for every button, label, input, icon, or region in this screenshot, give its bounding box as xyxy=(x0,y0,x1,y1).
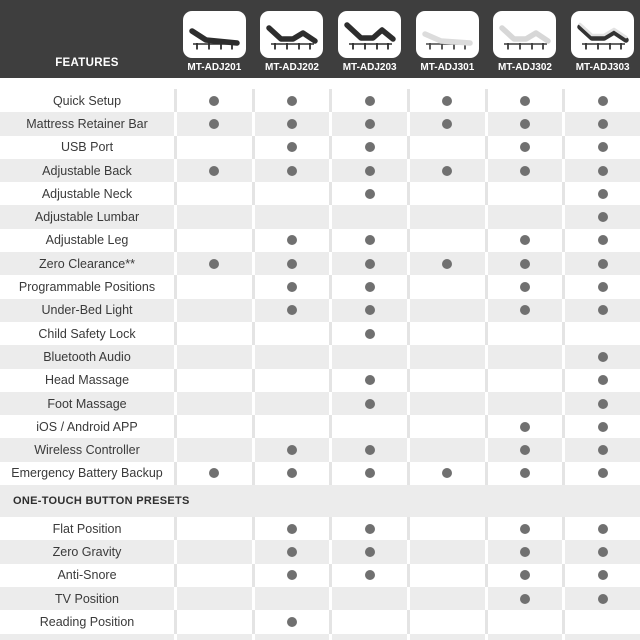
table-row xyxy=(0,564,640,587)
presets-section xyxy=(0,517,640,633)
feature-available-dot-icon xyxy=(598,594,608,604)
product-column-header-mt-adj301 xyxy=(410,11,485,78)
feature-available-dot-icon xyxy=(442,96,452,106)
features-section xyxy=(0,89,640,485)
availability-cell xyxy=(565,299,640,322)
bed-head-foot-up-steep-dark-icon xyxy=(343,18,397,52)
partial-row-cell xyxy=(488,634,563,640)
bed-head-up-dark-icon xyxy=(187,18,241,52)
product-model-label: MT-ADJ301 xyxy=(420,62,475,73)
availability-cell xyxy=(565,136,640,159)
table-row xyxy=(0,252,640,275)
feature-available-dot-icon xyxy=(365,375,375,385)
availability-cell xyxy=(332,517,407,540)
feature-label: Foot Massage xyxy=(0,392,174,415)
availability-cell xyxy=(177,112,252,135)
feature-available-dot-icon xyxy=(287,282,297,292)
availability-cell xyxy=(410,517,485,540)
product-image-card xyxy=(338,11,401,58)
feature-label: Bluetooth Audio xyxy=(0,345,174,368)
availability-cell xyxy=(565,462,640,485)
feature-available-dot-icon xyxy=(365,166,375,176)
feature-available-dot-icon xyxy=(287,259,297,269)
availability-cell xyxy=(177,587,252,610)
feature-available-dot-icon xyxy=(520,166,530,176)
availability-cell xyxy=(565,564,640,587)
availability-cell xyxy=(488,415,563,438)
availability-cell xyxy=(332,540,407,563)
availability-cell xyxy=(488,89,563,112)
table-row xyxy=(0,345,640,368)
availability-cell xyxy=(488,112,563,135)
product-column-header-mt-adj303 xyxy=(565,11,640,78)
partial-row-cell xyxy=(332,634,407,640)
feature-label: USB Port xyxy=(0,136,174,159)
feature-available-dot-icon xyxy=(520,594,530,604)
availability-cell xyxy=(410,587,485,610)
availability-cell xyxy=(255,89,330,112)
availability-cell xyxy=(332,275,407,298)
availability-cell xyxy=(177,369,252,392)
table-row xyxy=(0,462,640,485)
availability-cell xyxy=(410,112,485,135)
availability-cell xyxy=(177,610,252,633)
availability-cell xyxy=(177,438,252,461)
availability-cell xyxy=(255,517,330,540)
feature-available-dot-icon xyxy=(365,142,375,152)
availability-cell xyxy=(255,392,330,415)
feature-available-dot-icon xyxy=(598,305,608,315)
feature-available-dot-icon xyxy=(365,235,375,245)
bottom-partial-row xyxy=(0,634,640,640)
feature-available-dot-icon xyxy=(442,166,452,176)
availability-cell xyxy=(410,299,485,322)
feature-label: Wireless Controller xyxy=(0,438,174,461)
availability-cell xyxy=(410,345,485,368)
availability-cell xyxy=(488,182,563,205)
table-row xyxy=(0,610,640,633)
availability-cell xyxy=(565,205,640,228)
feature-available-dot-icon xyxy=(598,352,608,362)
availability-cell xyxy=(565,610,640,633)
feature-available-dot-icon xyxy=(209,166,219,176)
availability-cell xyxy=(177,275,252,298)
feature-label: iOS / Android APP xyxy=(0,415,174,438)
feature-available-dot-icon xyxy=(287,142,297,152)
product-column-header-mt-adj203 xyxy=(332,11,407,78)
availability-cell xyxy=(255,610,330,633)
feature-available-dot-icon xyxy=(598,212,608,222)
bed-head-up-light-icon xyxy=(420,18,474,52)
feature-label: Zero Clearance** xyxy=(0,252,174,275)
table-row xyxy=(0,299,640,322)
availability-cell xyxy=(177,415,252,438)
product-model-label: MT-ADJ201 xyxy=(187,62,242,73)
availability-cell xyxy=(488,252,563,275)
feature-available-dot-icon xyxy=(365,570,375,580)
feature-label: Adjustable Lumbar xyxy=(0,205,174,228)
table-header xyxy=(0,0,640,78)
availability-cell xyxy=(332,205,407,228)
table-row xyxy=(0,159,640,182)
table-row xyxy=(0,540,640,563)
availability-cell xyxy=(255,438,330,461)
feature-available-dot-icon xyxy=(520,445,530,455)
availability-cell xyxy=(410,159,485,182)
product-image-card xyxy=(493,11,556,58)
feature-available-dot-icon xyxy=(442,119,452,129)
availability-cell xyxy=(255,159,330,182)
availability-cell xyxy=(177,205,252,228)
feature-available-dot-icon xyxy=(287,547,297,557)
feature-available-dot-icon xyxy=(209,96,219,106)
feature-available-dot-icon xyxy=(520,96,530,106)
availability-cell xyxy=(255,345,330,368)
feature-available-dot-icon xyxy=(520,259,530,269)
product-image-card xyxy=(183,11,246,58)
availability-cell xyxy=(177,517,252,540)
product-model-label: MT-ADJ202 xyxy=(265,62,319,73)
bed-head-foot-up-light-icon xyxy=(498,18,552,52)
partial-row-cell xyxy=(565,634,640,640)
feature-available-dot-icon xyxy=(598,468,608,478)
availability-cell xyxy=(488,322,563,345)
availability-cell xyxy=(332,564,407,587)
feature-available-dot-icon xyxy=(287,468,297,478)
feature-label: Programmable Positions xyxy=(0,275,174,298)
availability-cell xyxy=(255,229,330,252)
availability-cell xyxy=(565,369,640,392)
availability-cell xyxy=(177,392,252,415)
availability-cell xyxy=(255,322,330,345)
feature-available-dot-icon xyxy=(520,305,530,315)
feature-available-dot-icon xyxy=(520,119,530,129)
availability-cell xyxy=(177,182,252,205)
availability-cell xyxy=(488,517,563,540)
product-image-card xyxy=(571,11,634,58)
feature-available-dot-icon xyxy=(598,547,608,557)
availability-cell xyxy=(488,610,563,633)
availability-cell xyxy=(255,564,330,587)
feature-available-dot-icon xyxy=(287,445,297,455)
feature-available-dot-icon xyxy=(365,399,375,409)
feature-available-dot-icon xyxy=(598,96,608,106)
availability-cell xyxy=(565,345,640,368)
availability-cell xyxy=(177,462,252,485)
availability-cell xyxy=(177,136,252,159)
feature-label: Quick Setup xyxy=(0,89,174,112)
feature-available-dot-icon xyxy=(209,468,219,478)
availability-cell xyxy=(332,89,407,112)
availability-cell xyxy=(255,587,330,610)
product-image-card xyxy=(416,11,479,58)
product-image-card xyxy=(260,11,323,58)
table-row xyxy=(0,392,640,415)
availability-cell xyxy=(177,229,252,252)
availability-cell xyxy=(565,415,640,438)
availability-cell xyxy=(177,89,252,112)
feature-available-dot-icon xyxy=(598,422,608,432)
feature-available-dot-icon xyxy=(209,259,219,269)
feature-label: Adjustable Leg xyxy=(0,229,174,252)
feature-available-dot-icon xyxy=(365,305,375,315)
table-row xyxy=(0,369,640,392)
partial-row-cell xyxy=(410,634,485,640)
availability-cell xyxy=(565,159,640,182)
availability-cell xyxy=(565,540,640,563)
feature-label: Head Massage xyxy=(0,369,174,392)
availability-cell xyxy=(565,112,640,135)
availability-cell xyxy=(410,275,485,298)
product-model-label: MT-ADJ203 xyxy=(342,62,397,73)
feature-available-dot-icon xyxy=(598,166,608,176)
availability-cell xyxy=(410,205,485,228)
availability-cell xyxy=(255,182,330,205)
feature-available-dot-icon xyxy=(598,259,608,269)
table-row xyxy=(0,587,640,610)
feature-available-dot-icon xyxy=(598,375,608,385)
availability-cell xyxy=(332,610,407,633)
table-row xyxy=(0,205,640,228)
section-title: ONE-TOUCH BUTTON PRESETS xyxy=(13,495,190,508)
feature-label: Under-Bed Light xyxy=(0,299,174,322)
table-row xyxy=(0,229,640,252)
availability-cell xyxy=(488,438,563,461)
availability-cell xyxy=(410,610,485,633)
table-row xyxy=(0,112,640,135)
feature-label: Anti-Snore xyxy=(0,564,174,587)
table-row xyxy=(0,415,640,438)
table-row xyxy=(0,136,640,159)
features-column-header: FEATURES xyxy=(55,57,119,69)
feature-label: Adjustable Back xyxy=(0,159,174,182)
availability-cell xyxy=(410,540,485,563)
bed-head-foot-up-two-tone-icon xyxy=(576,18,630,52)
availability-cell xyxy=(332,252,407,275)
section-header xyxy=(0,485,640,517)
feature-label: Emergency Battery Backup xyxy=(0,462,174,485)
availability-cell xyxy=(488,540,563,563)
availability-cell xyxy=(410,322,485,345)
feature-available-dot-icon xyxy=(365,524,375,534)
feature-available-dot-icon xyxy=(287,119,297,129)
availability-cell xyxy=(177,564,252,587)
availability-cell xyxy=(410,415,485,438)
table-row xyxy=(0,438,640,461)
availability-cell xyxy=(488,392,563,415)
product-column-header-mt-adj302 xyxy=(488,11,563,78)
feature-available-dot-icon xyxy=(442,259,452,269)
availability-cell xyxy=(255,275,330,298)
feature-available-dot-icon xyxy=(520,235,530,245)
availability-cell xyxy=(410,136,485,159)
availability-cell xyxy=(332,369,407,392)
partial-row-cell xyxy=(0,634,174,640)
table-row xyxy=(0,182,640,205)
availability-cell xyxy=(410,229,485,252)
availability-cell xyxy=(488,345,563,368)
feature-available-dot-icon xyxy=(287,305,297,315)
availability-cell xyxy=(488,564,563,587)
availability-cell xyxy=(332,322,407,345)
feature-available-dot-icon xyxy=(365,119,375,129)
availability-cell xyxy=(255,136,330,159)
feature-available-dot-icon xyxy=(598,119,608,129)
feature-available-dot-icon xyxy=(287,570,297,580)
availability-cell xyxy=(488,462,563,485)
availability-cell xyxy=(332,136,407,159)
availability-cell xyxy=(255,415,330,438)
availability-cell xyxy=(410,564,485,587)
product-column-header-mt-adj201 xyxy=(177,11,252,78)
header-body-gap xyxy=(0,78,640,89)
availability-cell xyxy=(410,89,485,112)
availability-cell xyxy=(177,159,252,182)
feature-available-dot-icon xyxy=(598,445,608,455)
availability-cell xyxy=(255,205,330,228)
table-row xyxy=(0,89,640,112)
feature-available-dot-icon xyxy=(365,468,375,478)
feature-available-dot-icon xyxy=(365,259,375,269)
availability-cell xyxy=(565,252,640,275)
availability-cell xyxy=(410,369,485,392)
feature-available-dot-icon xyxy=(209,119,219,129)
availability-cell xyxy=(565,229,640,252)
availability-cell xyxy=(410,438,485,461)
feature-available-dot-icon xyxy=(520,468,530,478)
availability-cell xyxy=(488,136,563,159)
availability-cell xyxy=(488,275,563,298)
availability-cell xyxy=(488,205,563,228)
table-row xyxy=(0,517,640,540)
bed-head-foot-up-dark-icon xyxy=(265,18,319,52)
feature-available-dot-icon xyxy=(520,547,530,557)
availability-cell xyxy=(410,182,485,205)
availability-cell xyxy=(332,438,407,461)
availability-cell xyxy=(410,252,485,275)
availability-cell xyxy=(565,89,640,112)
availability-cell xyxy=(565,392,640,415)
feature-available-dot-icon xyxy=(287,617,297,627)
feature-label: Mattress Retainer Bar xyxy=(0,112,174,135)
availability-cell xyxy=(332,392,407,415)
availability-cell xyxy=(488,587,563,610)
feature-available-dot-icon xyxy=(365,96,375,106)
feature-label: Child Safety Lock xyxy=(0,322,174,345)
feature-available-dot-icon xyxy=(365,445,375,455)
availability-cell xyxy=(565,438,640,461)
availability-cell xyxy=(332,345,407,368)
feature-available-dot-icon xyxy=(520,282,530,292)
feature-available-dot-icon xyxy=(598,399,608,409)
availability-cell xyxy=(565,322,640,345)
availability-cell xyxy=(332,229,407,252)
feature-label: Adjustable Neck xyxy=(0,182,174,205)
feature-available-dot-icon xyxy=(520,422,530,432)
availability-cell xyxy=(332,112,407,135)
feature-label: TV Position xyxy=(0,587,174,610)
availability-cell xyxy=(410,392,485,415)
table-row xyxy=(0,322,640,345)
availability-cell xyxy=(332,182,407,205)
availability-cell xyxy=(255,540,330,563)
feature-available-dot-icon xyxy=(520,524,530,534)
feature-available-dot-icon xyxy=(287,524,297,534)
feature-available-dot-icon xyxy=(287,96,297,106)
feature-label: Zero Gravity xyxy=(0,540,174,563)
availability-cell xyxy=(177,540,252,563)
feature-available-dot-icon xyxy=(598,189,608,199)
feature-available-dot-icon xyxy=(365,329,375,339)
table-row xyxy=(0,275,640,298)
feature-available-dot-icon xyxy=(365,189,375,199)
availability-cell xyxy=(565,587,640,610)
availability-cell xyxy=(488,229,563,252)
feature-available-dot-icon xyxy=(442,468,452,478)
availability-cell xyxy=(255,252,330,275)
availability-cell xyxy=(488,369,563,392)
partial-row-cell xyxy=(255,634,330,640)
partial-row-cell xyxy=(177,634,252,640)
feature-label: Reading Position xyxy=(0,610,174,633)
feature-available-dot-icon xyxy=(598,524,608,534)
availability-cell xyxy=(332,462,407,485)
availability-cell xyxy=(255,462,330,485)
availability-cell xyxy=(488,299,563,322)
availability-cell xyxy=(177,345,252,368)
availability-cell xyxy=(255,369,330,392)
feature-available-dot-icon xyxy=(287,235,297,245)
availability-cell xyxy=(488,159,563,182)
feature-label: Flat Position xyxy=(0,517,174,540)
availability-cell xyxy=(410,462,485,485)
availability-cell xyxy=(332,587,407,610)
availability-cell xyxy=(255,112,330,135)
product-model-label: MT-ADJ303 xyxy=(575,62,630,73)
availability-cell xyxy=(565,275,640,298)
feature-available-dot-icon xyxy=(287,166,297,176)
feature-available-dot-icon xyxy=(365,547,375,557)
availability-cell xyxy=(177,299,252,322)
availability-cell xyxy=(565,517,640,540)
feature-available-dot-icon xyxy=(598,142,608,152)
availability-cell xyxy=(332,415,407,438)
feature-available-dot-icon xyxy=(520,142,530,152)
availability-cell xyxy=(332,159,407,182)
availability-cell xyxy=(177,252,252,275)
product-column-header-mt-adj202 xyxy=(255,11,330,78)
availability-cell xyxy=(332,299,407,322)
feature-available-dot-icon xyxy=(598,282,608,292)
availability-cell xyxy=(565,182,640,205)
product-model-label: MT-ADJ302 xyxy=(498,62,552,73)
feature-available-dot-icon xyxy=(598,235,608,245)
feature-available-dot-icon xyxy=(365,282,375,292)
availability-cell xyxy=(255,299,330,322)
feature-available-dot-icon xyxy=(598,570,608,580)
availability-cell xyxy=(177,322,252,345)
feature-available-dot-icon xyxy=(520,570,530,580)
